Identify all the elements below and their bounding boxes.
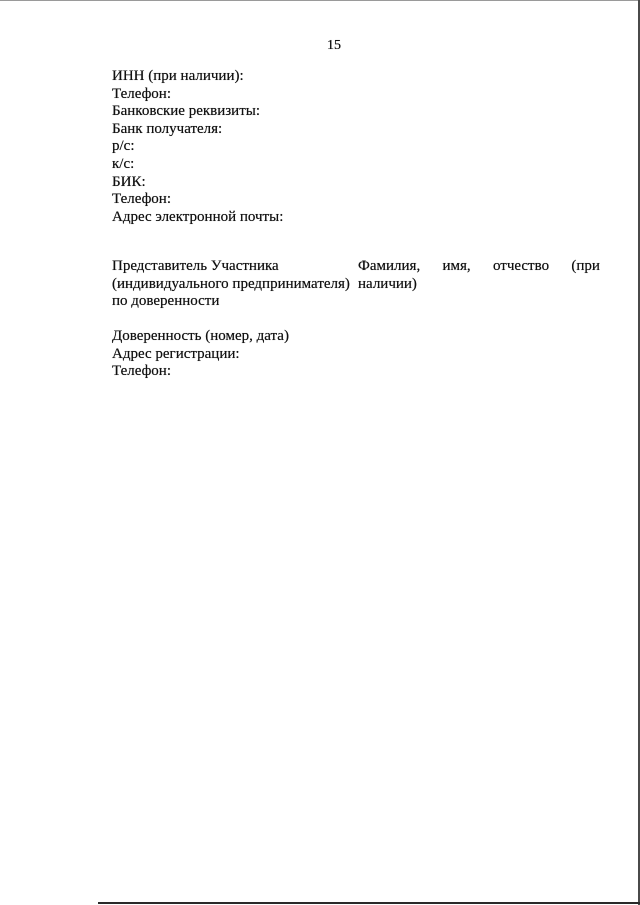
representative-value-word: отчество bbox=[492, 258, 550, 274]
representative-label-line: по доверенности bbox=[112, 293, 220, 309]
field-recipient-bank: Банк получателя: bbox=[112, 120, 223, 137]
field-inn: ИНН (при наличии): bbox=[112, 68, 244, 84]
representative-value-word: имя, bbox=[442, 258, 471, 274]
representative-label-line: Представитель Участника bbox=[112, 258, 279, 274]
field-settlement-account: р/с: bbox=[112, 138, 135, 155]
participant-details-list bbox=[112, 68, 283, 226]
page-bottom-edge bbox=[98, 902, 640, 904]
representative-value-line bbox=[358, 258, 600, 276]
representative-label bbox=[112, 258, 356, 311]
representative-value bbox=[358, 258, 600, 293]
field-phone-3: Телефон: bbox=[112, 363, 171, 380]
field-registration-address: Адрес регистрации: bbox=[112, 345, 240, 362]
representative-value-word: Фамилия, bbox=[358, 258, 421, 274]
representative-value-continuation: наличии) bbox=[358, 275, 417, 292]
page-top-edge bbox=[0, 0, 640, 1]
page-number: 15 bbox=[327, 38, 341, 53]
field-correspondent-account: к/с: bbox=[112, 155, 135, 172]
field-phone-2: Телефон: bbox=[112, 191, 171, 208]
representative-label-line: (индивидуального предпринимателя) bbox=[112, 275, 350, 292]
field-power-of-attorney: Доверенность (номер, дата) bbox=[112, 328, 289, 344]
field-phone: Телефон: bbox=[112, 85, 171, 102]
field-email: Адрес электронной почты: bbox=[112, 208, 284, 225]
field-bank-details: Банковские реквизиты: bbox=[112, 103, 261, 120]
representative-value-word: (при bbox=[571, 258, 600, 274]
field-bik: БИК: bbox=[112, 173, 146, 190]
proxy-details-list bbox=[112, 328, 289, 381]
